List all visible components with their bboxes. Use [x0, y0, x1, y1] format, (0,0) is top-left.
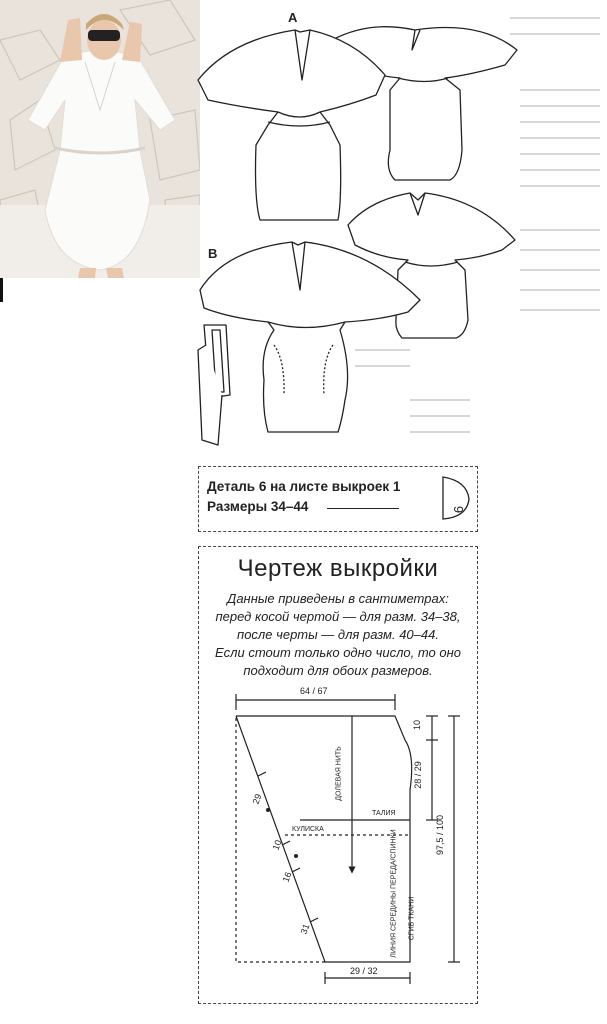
- detail-sizes-label: Размеры 34–44: [207, 499, 309, 514]
- note-line-5: подходит для обоих размеров.: [243, 663, 433, 678]
- casing-label: КУЛИСКА: [292, 826, 324, 833]
- note-line-2: перед косой чертой — для разм. 34–38,: [215, 609, 461, 624]
- fold-label: СГИБ ТКАНИ: [408, 896, 416, 941]
- piece-number: 6: [451, 505, 467, 514]
- dim-97-100: 97,5 / 100: [435, 814, 446, 856]
- note-line-3: после черты — для разм. 40–44.: [237, 627, 439, 642]
- garment-sketches: [180, 0, 607, 460]
- dim-bottom-width: 29 / 32: [350, 966, 378, 976]
- model-photo: [0, 0, 200, 278]
- diag-10: 10: [270, 838, 284, 852]
- diag-31: 31: [298, 922, 312, 936]
- grain-line-label: ДОЛЕВАЯ НИТЬ: [335, 746, 343, 801]
- pattern-draft: [200, 680, 472, 996]
- dim-top-width: 64 / 67: [300, 686, 328, 696]
- waist-label: ТАЛИЯ: [372, 810, 396, 817]
- photo-edge-mark: [0, 278, 3, 302]
- sketch-label-b: B: [208, 246, 218, 261]
- note-line-4: Если стоит только одно число, то оно: [215, 645, 461, 660]
- center-line-label: ЛИНИЯ СЕРЕДИНЫ ПЕРЕДА/СПИНКИ: [390, 829, 398, 958]
- detail-info-box: [198, 466, 478, 532]
- diag-16: 16: [280, 870, 294, 884]
- dim-28-29: 28 / 29: [412, 761, 423, 789]
- sketch-label-a: A: [288, 10, 298, 25]
- diag-29: 29: [250, 792, 264, 806]
- detail-sheet-label: Деталь 6 на листе выкроек 1: [207, 479, 401, 494]
- piece-number-icon: [439, 473, 473, 523]
- pattern-title: Чертеж выкройки: [237, 555, 439, 582]
- sizes-underline: [327, 508, 399, 509]
- note-line-1: Данные приведены в сантиметрах:: [227, 591, 449, 606]
- dim-10: 10: [412, 719, 423, 731]
